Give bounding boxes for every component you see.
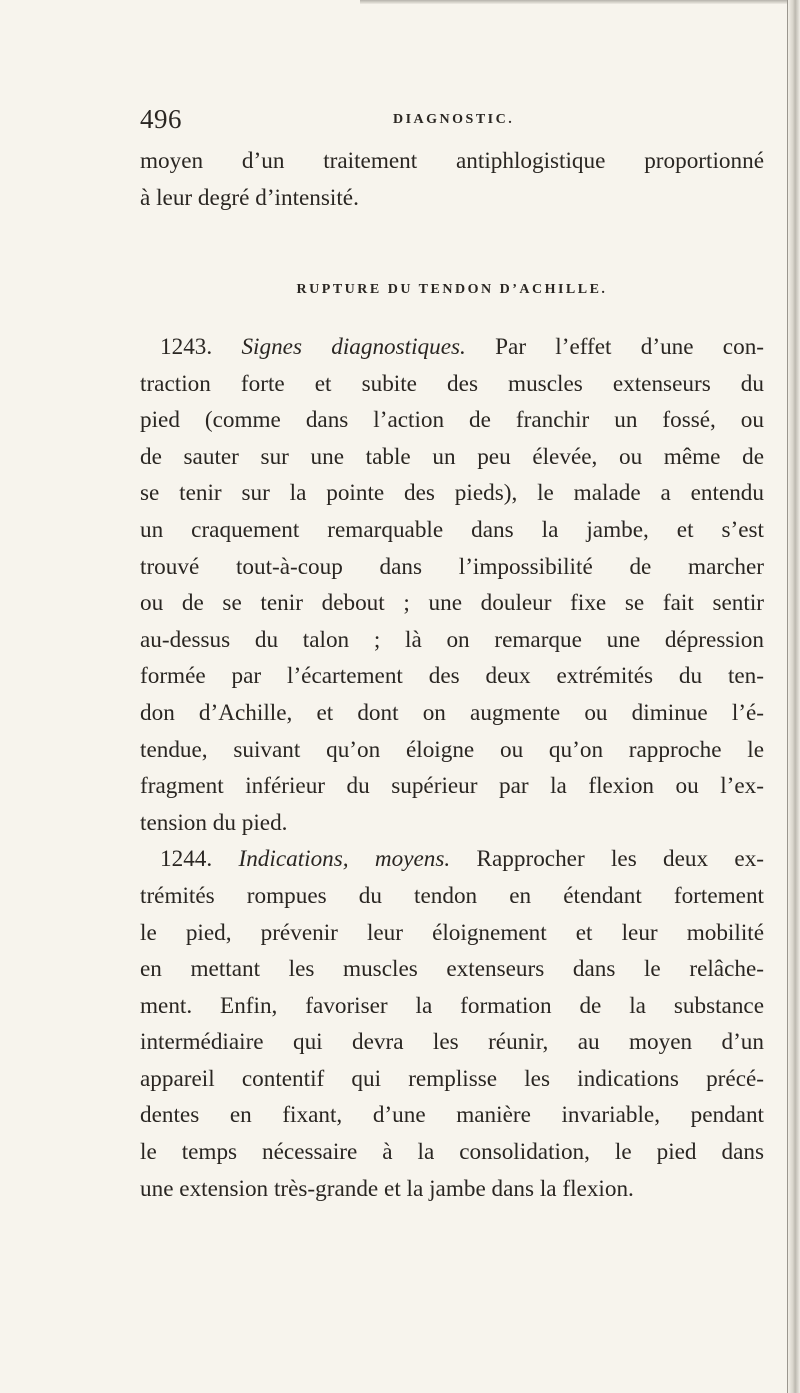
text-line: don d’Achille, et dont on augmente ou diminue l’é-	[140, 699, 764, 726]
paragraph-number: 1244.	[160, 846, 213, 873]
page-header	[140, 104, 760, 144]
intro-text	[140, 143, 764, 216]
text-line: une extension très-grande et la jambe dans la flexion.	[140, 1175, 634, 1202]
text-line: trouvé tout-à-coup dans l’impossibilité de marcher	[140, 553, 764, 580]
text-line: traction forte et subite des muscles extenseurs du	[140, 370, 764, 397]
text-line: fragment inférieur du supérieur par la flexion ou l’ex-	[140, 773, 764, 800]
text-line: appareil contentif qui remplisse les indications précé-	[140, 1065, 764, 1092]
text-line: formée par l’écartement des deux extrémités du ten-	[140, 663, 764, 690]
page-top-shadow	[360, 0, 800, 4]
paragraph-first-line	[140, 841, 764, 878]
intro-line: moyen d’un traitement antiphlogistique proportionné	[140, 148, 764, 174]
paragraph-title: Indications, moyens.	[238, 846, 451, 873]
text-line: ment. Enfin, favoriser la formation de la substance	[140, 992, 764, 1019]
text-line: le temps nécessaire à la consolidation, le pied dans	[140, 1139, 764, 1166]
paragraph-text: Par l’effet d’une con-	[495, 334, 765, 360]
page-binding-edge	[788, 0, 800, 1393]
text-line: en mettant les muscles extenseurs dans le relâche-	[140, 956, 764, 983]
body-text	[140, 329, 764, 1207]
running-head: DIAGNOSTIC.	[393, 112, 515, 127]
intro-line: à leur degré d’intensité.	[140, 184, 359, 211]
paragraph-number: 1243.	[160, 334, 213, 360]
paragraph-text: Rapprocher les deux ex-	[476, 846, 765, 873]
text-line: pied (comme dans l’action de franchir un fossé, ou	[140, 407, 764, 434]
text-line: ou de se tenir debout ; une douleur fixe se fait sentir	[140, 590, 764, 617]
text-line: le pied, prévenir leur éloignement et leur mobilité	[140, 919, 764, 946]
text-line: trémités rompues du tendon en étendant fortement	[140, 882, 764, 909]
text-line: tension du pied.	[140, 809, 288, 836]
text-line: tendue, suivant qu’on éloigne ou qu’on rapproche le	[140, 736, 764, 763]
text-line: intermédiaire qui devra les réunir, au moyen d’un	[140, 1029, 764, 1056]
text-line: un craquement remarquable dans la jambe, et s’est	[140, 516, 764, 543]
text-line: dentes en fixant, d’une manière invariable, pendant	[140, 1102, 764, 1129]
paragraph-title: Signes diagnostiques.	[241, 334, 466, 360]
text-line: au-dessus du talon ; là on remarque une dépression	[140, 626, 764, 653]
section-heading: RUPTURE DU TENDON D’ACHILLE.	[296, 282, 608, 297]
page-number: 496	[140, 104, 182, 134]
text-line: de sauter sur une table un peu élevée, ou même de	[140, 443, 764, 470]
paragraph-first-line	[140, 329, 764, 366]
text-line: se tenir sur la pointe des pieds), le malade a entendu	[140, 480, 764, 507]
